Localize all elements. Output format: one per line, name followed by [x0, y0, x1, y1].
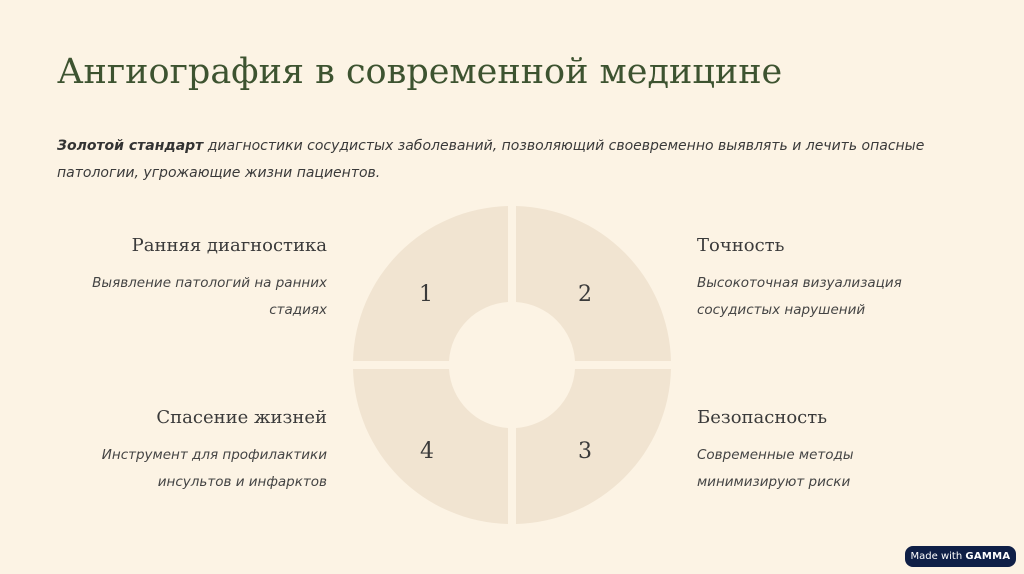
ring-diagram: [352, 205, 672, 525]
item-desc-line: минимизируют риски: [697, 474, 851, 490]
item-desc-early-diagnostics: [87, 270, 327, 324]
item-desc-line: Инструмент для профилактики: [101, 447, 327, 463]
item-title-safety: Безопасность: [697, 407, 828, 428]
item-title-accuracy: Точность: [697, 235, 785, 256]
item-title-saving-lives: Спасение жизней: [156, 407, 327, 428]
intro-highlight: Золотой стандарт: [57, 138, 204, 154]
item-desc-line: стадиях: [269, 302, 327, 318]
gamma-logo: GAMMA: [965, 551, 1011, 562]
item-desc-line: Современные методы: [697, 447, 854, 463]
segment-number-2: 2: [578, 282, 592, 307]
item-desc-saving-lives: [87, 442, 327, 496]
ring-segment-3: [516, 369, 671, 524]
item-desc-accuracy: [697, 270, 937, 324]
item-desc-line: инсультов и инфарктов: [157, 474, 327, 490]
item-desc-line: Выявление патологий на ранних: [92, 275, 327, 291]
item-desc-safety: [697, 442, 937, 496]
ring-segment-2: [516, 206, 671, 361]
made-with-gamma-badge[interactable]: [905, 546, 1016, 567]
segment-number-3: 3: [578, 439, 592, 464]
item-desc-line: сосудистых нарушений: [697, 302, 866, 318]
badge-prefix: Made with: [910, 551, 966, 562]
intro-text: диагностики сосудистых заболеваний, позволяющий своевременно выявлять и лечить опасные патологии, угрожающие жизни пациентов.: [57, 138, 925, 181]
item-desc-line: Высокоточная визуализация: [697, 275, 902, 291]
item-title-early-diagnostics: Ранняя диагностика: [131, 235, 327, 256]
segment-number-1: 1: [419, 282, 433, 307]
page-title: Ангиография в современной медицине: [57, 52, 783, 92]
intro-paragraph: [57, 133, 927, 187]
segment-number-4: 4: [420, 439, 434, 464]
